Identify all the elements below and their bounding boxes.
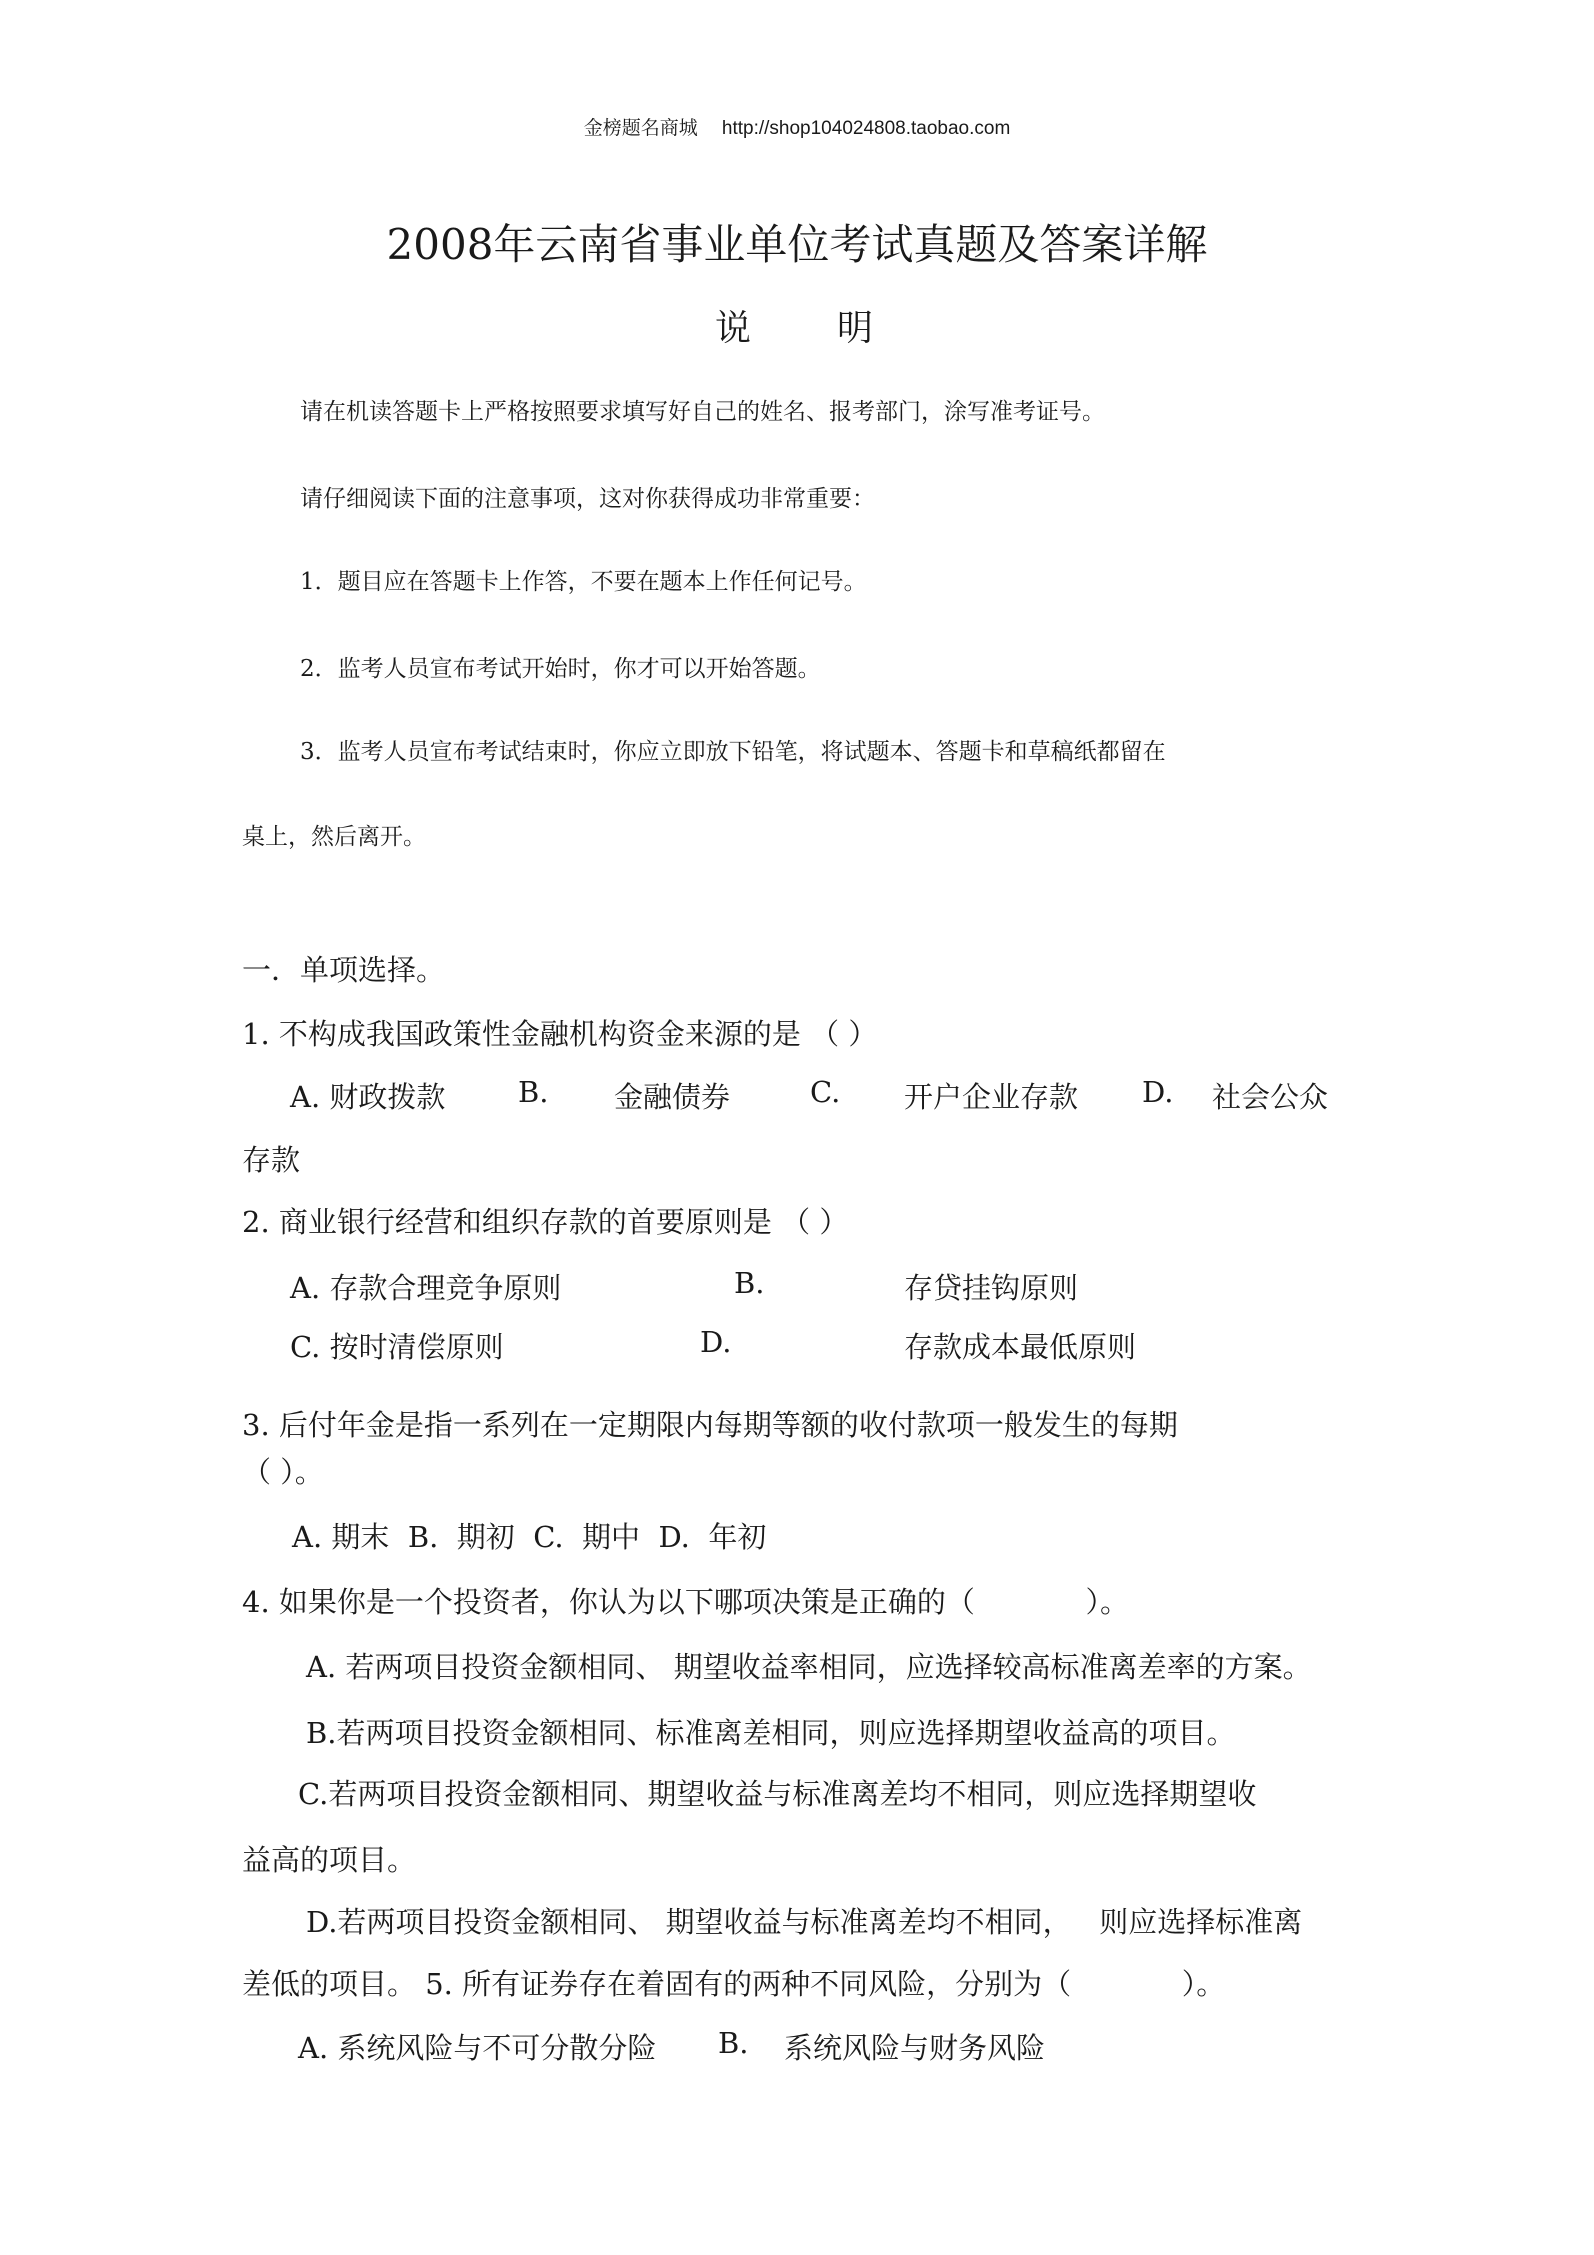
page-header — [0, 113, 1594, 140]
q4-option-b: B.若两项目投资金额相同、标准离差相同，则应选择期望收益高的项目。 — [306, 1716, 1236, 1750]
q2-option-b-label: B. — [734, 1266, 765, 1300]
q4-option-d: D.若两项目投资金额相同、 期望收益与标准离差均不相同， 则应选择标准离 — [306, 1905, 1303, 1939]
q1-option-a: A. 财政拨款 — [290, 1080, 446, 1114]
section-heading: 一．单项选择。 — [242, 953, 446, 987]
q2-option-b-text: 存贷挂钩原则 — [904, 1271, 1079, 1305]
instruction-item-3-cont: 桌上，然后离开。 — [242, 824, 426, 850]
q4-option-d-cont: 差低的项目。 5. 所有证券存在着固有的两种不同风险，分别为（ ）。 — [242, 1967, 1226, 2001]
instructions-heading — [0, 300, 1594, 351]
q3-options: A. 期末 B. 期初 C. 期中 D. 年初 — [292, 1520, 767, 1554]
q1-option-d-text: 社会公众 — [1212, 1080, 1329, 1114]
instructions-heading-left: 说 — [714, 308, 757, 349]
q1-option-d-cont: 存款 — [242, 1143, 301, 1177]
q3-stem: 3. 后付年金是指一系列在一定期限内每期等额的收付款项一般发生的每期 — [242, 1408, 1178, 1442]
q4-option-c: C.若两项目投资金额相同、期望收益与标准离差均不相同，则应选择期望收 — [298, 1777, 1257, 1811]
q5-option-b-text: 系统风险与财务风险 — [784, 2031, 1046, 2065]
q1-option-c-text: 开户企业存款 — [904, 1080, 1079, 1114]
q5-option-a: A. 系统风险与不可分散分险 — [298, 2031, 657, 2065]
q2-option-c: C. 按时清偿原则 — [290, 1330, 504, 1364]
shop-name: 金榜题名商城 — [583, 117, 698, 139]
q1-stem: 1. 不构成我国政策性金融机构资金来源的是 （ ） — [242, 1017, 878, 1051]
q3-stem-cont: （ ）。 — [242, 1455, 324, 1489]
instruction-item-2: 2．监考人员宣布考试开始时，你才可以开始答题。 — [300, 656, 821, 682]
instruction-line-1: 请在机读答题卡上严格按照要求填写好自己的姓名、报考部门，涂写准考证号。 — [300, 399, 1105, 425]
q1-option-b-label: B. — [518, 1075, 549, 1109]
instruction-line-2: 请仔细阅读下面的注意事项，这对你获得成功非常重要： — [300, 486, 875, 512]
q2-option-d-text: 存款成本最低原则 — [904, 1330, 1137, 1364]
q4-stem: 4. 如果你是一个投资者，你认为以下哪项决策是正确的（ ）。 — [242, 1585, 1130, 1619]
q1-option-c-label: C. — [810, 1075, 841, 1109]
q4-option-a: A. 若两项目投资金额相同、 期望收益率相同，应选择较高标准离差率的方案。 — [306, 1650, 1312, 1684]
instruction-item-3: 3．监考人员宣布考试结束时，你应立即放下铅笔，将试题本、答题卡和草稿纸都留在 — [300, 739, 1166, 765]
shop-url: http://shop104024808.taobao.com — [721, 118, 1011, 139]
q2-option-a: A. 存款合理竞争原则 — [290, 1271, 562, 1305]
q5-option-b-label: B. — [718, 2026, 749, 2060]
q1-option-d-label: D. — [1142, 1075, 1174, 1109]
q4-option-c-cont: 益高的项目。 — [242, 1843, 417, 1877]
page-title: 2008年云南省事业单位考试真题及答案详解 — [386, 220, 1208, 269]
q1-option-b-text: 金融债券 — [614, 1080, 731, 1114]
instructions-heading-right: 明 — [837, 308, 880, 349]
q2-stem: 2. 商业银行经营和组织存款的首要原则是 （ ） — [242, 1205, 849, 1239]
q2-option-d-label: D. — [700, 1325, 732, 1359]
instruction-item-1: 1．题目应在答题卡上作答，不要在题本上作任何记号。 — [300, 569, 867, 595]
